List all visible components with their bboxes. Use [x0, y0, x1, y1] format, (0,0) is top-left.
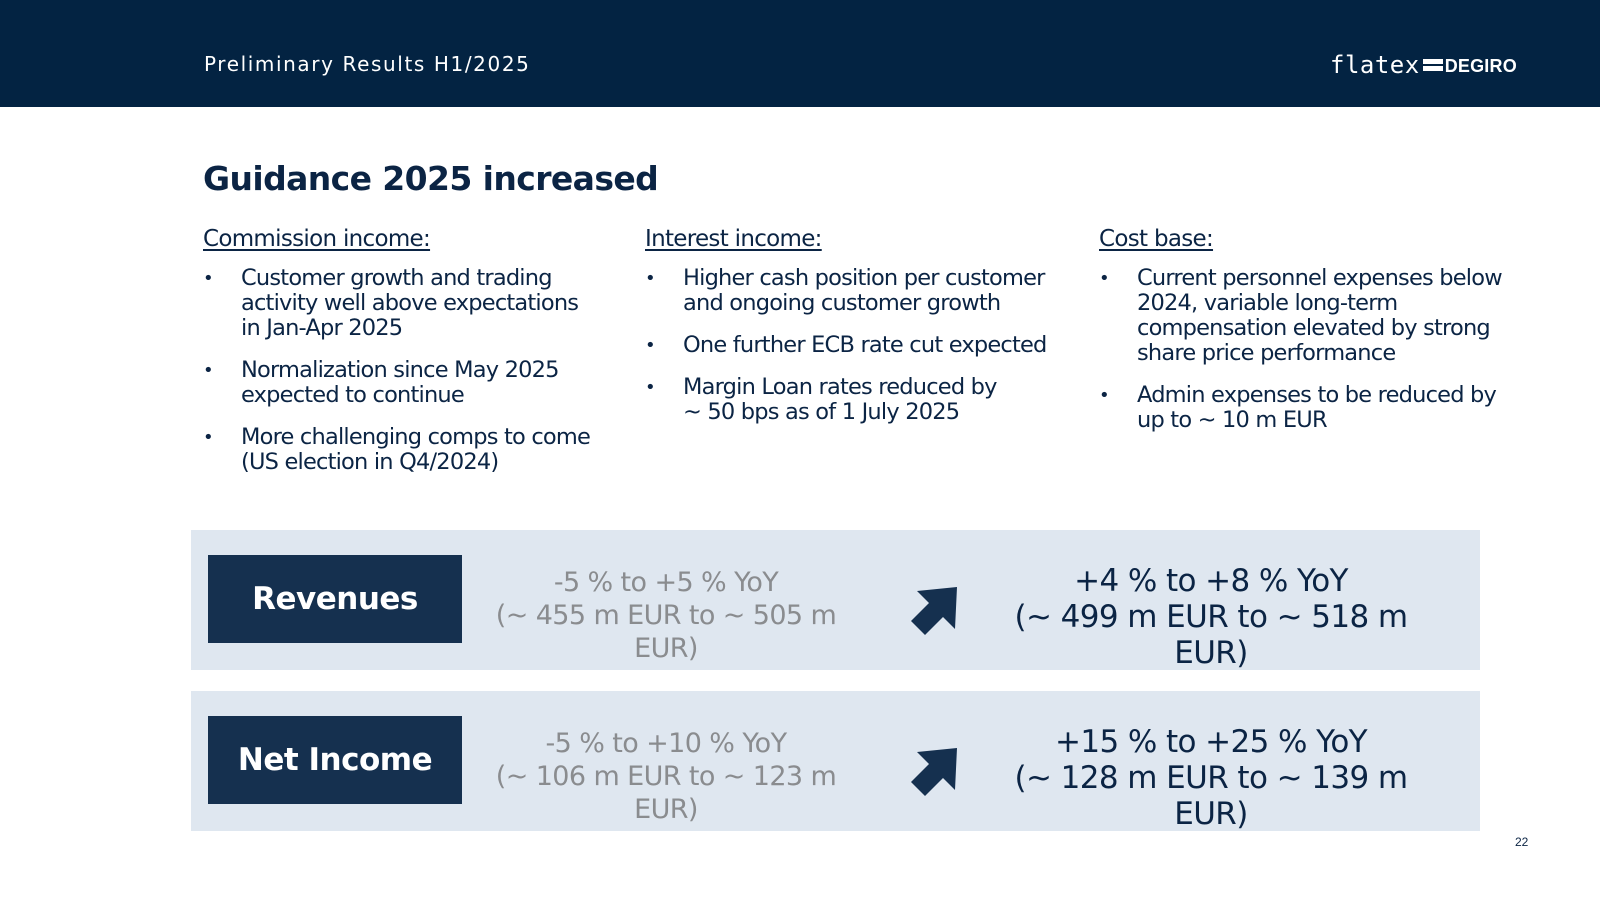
bullet-icon: •	[645, 268, 655, 289]
bullet-line: Higher cash position per customer	[683, 265, 1045, 291]
page-number: 22	[1515, 835, 1529, 849]
bullet-item	[203, 266, 623, 341]
guidance-row-net-income	[191, 691, 1480, 831]
bullet-line: 2024, variable long-term	[1137, 290, 1398, 316]
bullet-item	[203, 358, 623, 408]
guidance-label: Revenues	[208, 555, 462, 643]
header-title: Preliminary Results H1/2025	[204, 52, 531, 76]
bullet-line: and ongoing customer growth	[683, 290, 1001, 316]
new-guidance	[981, 724, 1441, 832]
logo-text-degiro: DEGIRO	[1444, 55, 1517, 76]
column-heading: Commission income:	[203, 226, 431, 252]
logo-bars-icon	[1423, 58, 1443, 72]
bullet-list	[645, 266, 1085, 425]
bullet-line: Customer growth and trading	[241, 265, 552, 291]
new-guidance-range: (~ 499 m EUR to ~ 518 m EUR)	[1014, 599, 1408, 671]
bullet-list	[1099, 266, 1539, 433]
arrow-up-right-icon	[909, 583, 961, 635]
new-guidance-yoy: +4 % to +8 % YoY	[1074, 563, 1348, 599]
bullet-icon: •	[645, 377, 655, 398]
arrow-up-right-icon	[909, 744, 961, 796]
column-commission-income	[203, 226, 623, 492]
bullet-line: in Jan-Apr 2025	[241, 315, 403, 341]
previous-guidance-yoy: -5 % to +5 % YoY	[553, 567, 779, 598]
bullet-item	[203, 425, 623, 475]
column-heading: Interest income:	[645, 226, 822, 252]
bullet-line: Current personnel expenses below	[1137, 265, 1502, 291]
header-bar	[0, 0, 1600, 107]
bullet-list	[203, 266, 623, 475]
bullet-line: activity well above expectations	[241, 290, 579, 316]
previous-guidance-yoy: -5 % to +10 % YoY	[545, 728, 787, 759]
guidance-label: Net Income	[208, 716, 462, 804]
bullet-line: expected to continue	[241, 382, 464, 408]
bullet-line: compensation elevated by strong	[1137, 315, 1490, 341]
previous-guidance-range: (~ 455 m EUR to ~ 505 m EUR)	[495, 600, 837, 664]
bullet-line: (US election in Q4/2024)	[241, 449, 499, 475]
new-guidance	[981, 563, 1441, 671]
logo-text-flatex: flatex	[1330, 51, 1420, 79]
bullet-item	[1099, 383, 1539, 433]
new-guidance-yoy: +15 % to +25 % YoY	[1054, 724, 1368, 760]
bullet-line: ~ 50 bps as of 1 July 2025	[683, 399, 960, 425]
previous-guidance-range: (~ 106 m EUR to ~ 123 m EUR)	[495, 761, 837, 825]
bullet-icon: •	[203, 268, 213, 289]
bullet-icon: •	[1099, 268, 1109, 289]
bullet-item	[645, 333, 1085, 358]
bullet-item	[1099, 266, 1539, 366]
page-title: Guidance 2025 increased	[203, 159, 659, 198]
bullet-item	[645, 375, 1085, 425]
bullet-icon: •	[203, 427, 213, 448]
column-interest-income	[645, 226, 1085, 442]
guidance-row-revenues	[191, 530, 1480, 670]
bullet-line: Normalization since May 2025	[241, 357, 559, 383]
bullet-icon: •	[1099, 385, 1109, 406]
bullet-line: share price performance	[1137, 340, 1396, 366]
bullet-line: Admin expenses to be reduced by	[1137, 382, 1497, 408]
bullet-icon: •	[203, 360, 213, 381]
bullet-item	[645, 266, 1085, 316]
previous-guidance	[466, 727, 866, 826]
bullet-line: More challenging comps to come	[241, 424, 591, 450]
bullet-line: One further ECB rate cut expected	[683, 332, 1047, 358]
bullet-line: up to ~ 10 m EUR	[1137, 407, 1327, 433]
previous-guidance	[466, 566, 866, 665]
new-guidance-range: (~ 128 m EUR to ~ 139 m EUR)	[1014, 760, 1408, 832]
column-cost-base	[1099, 226, 1539, 450]
bullet-icon: •	[645, 335, 655, 356]
column-heading: Cost base:	[1099, 226, 1214, 252]
flatex-degiro-logo	[1330, 50, 1517, 80]
bullet-line: Margin Loan rates reduced by	[683, 374, 997, 400]
